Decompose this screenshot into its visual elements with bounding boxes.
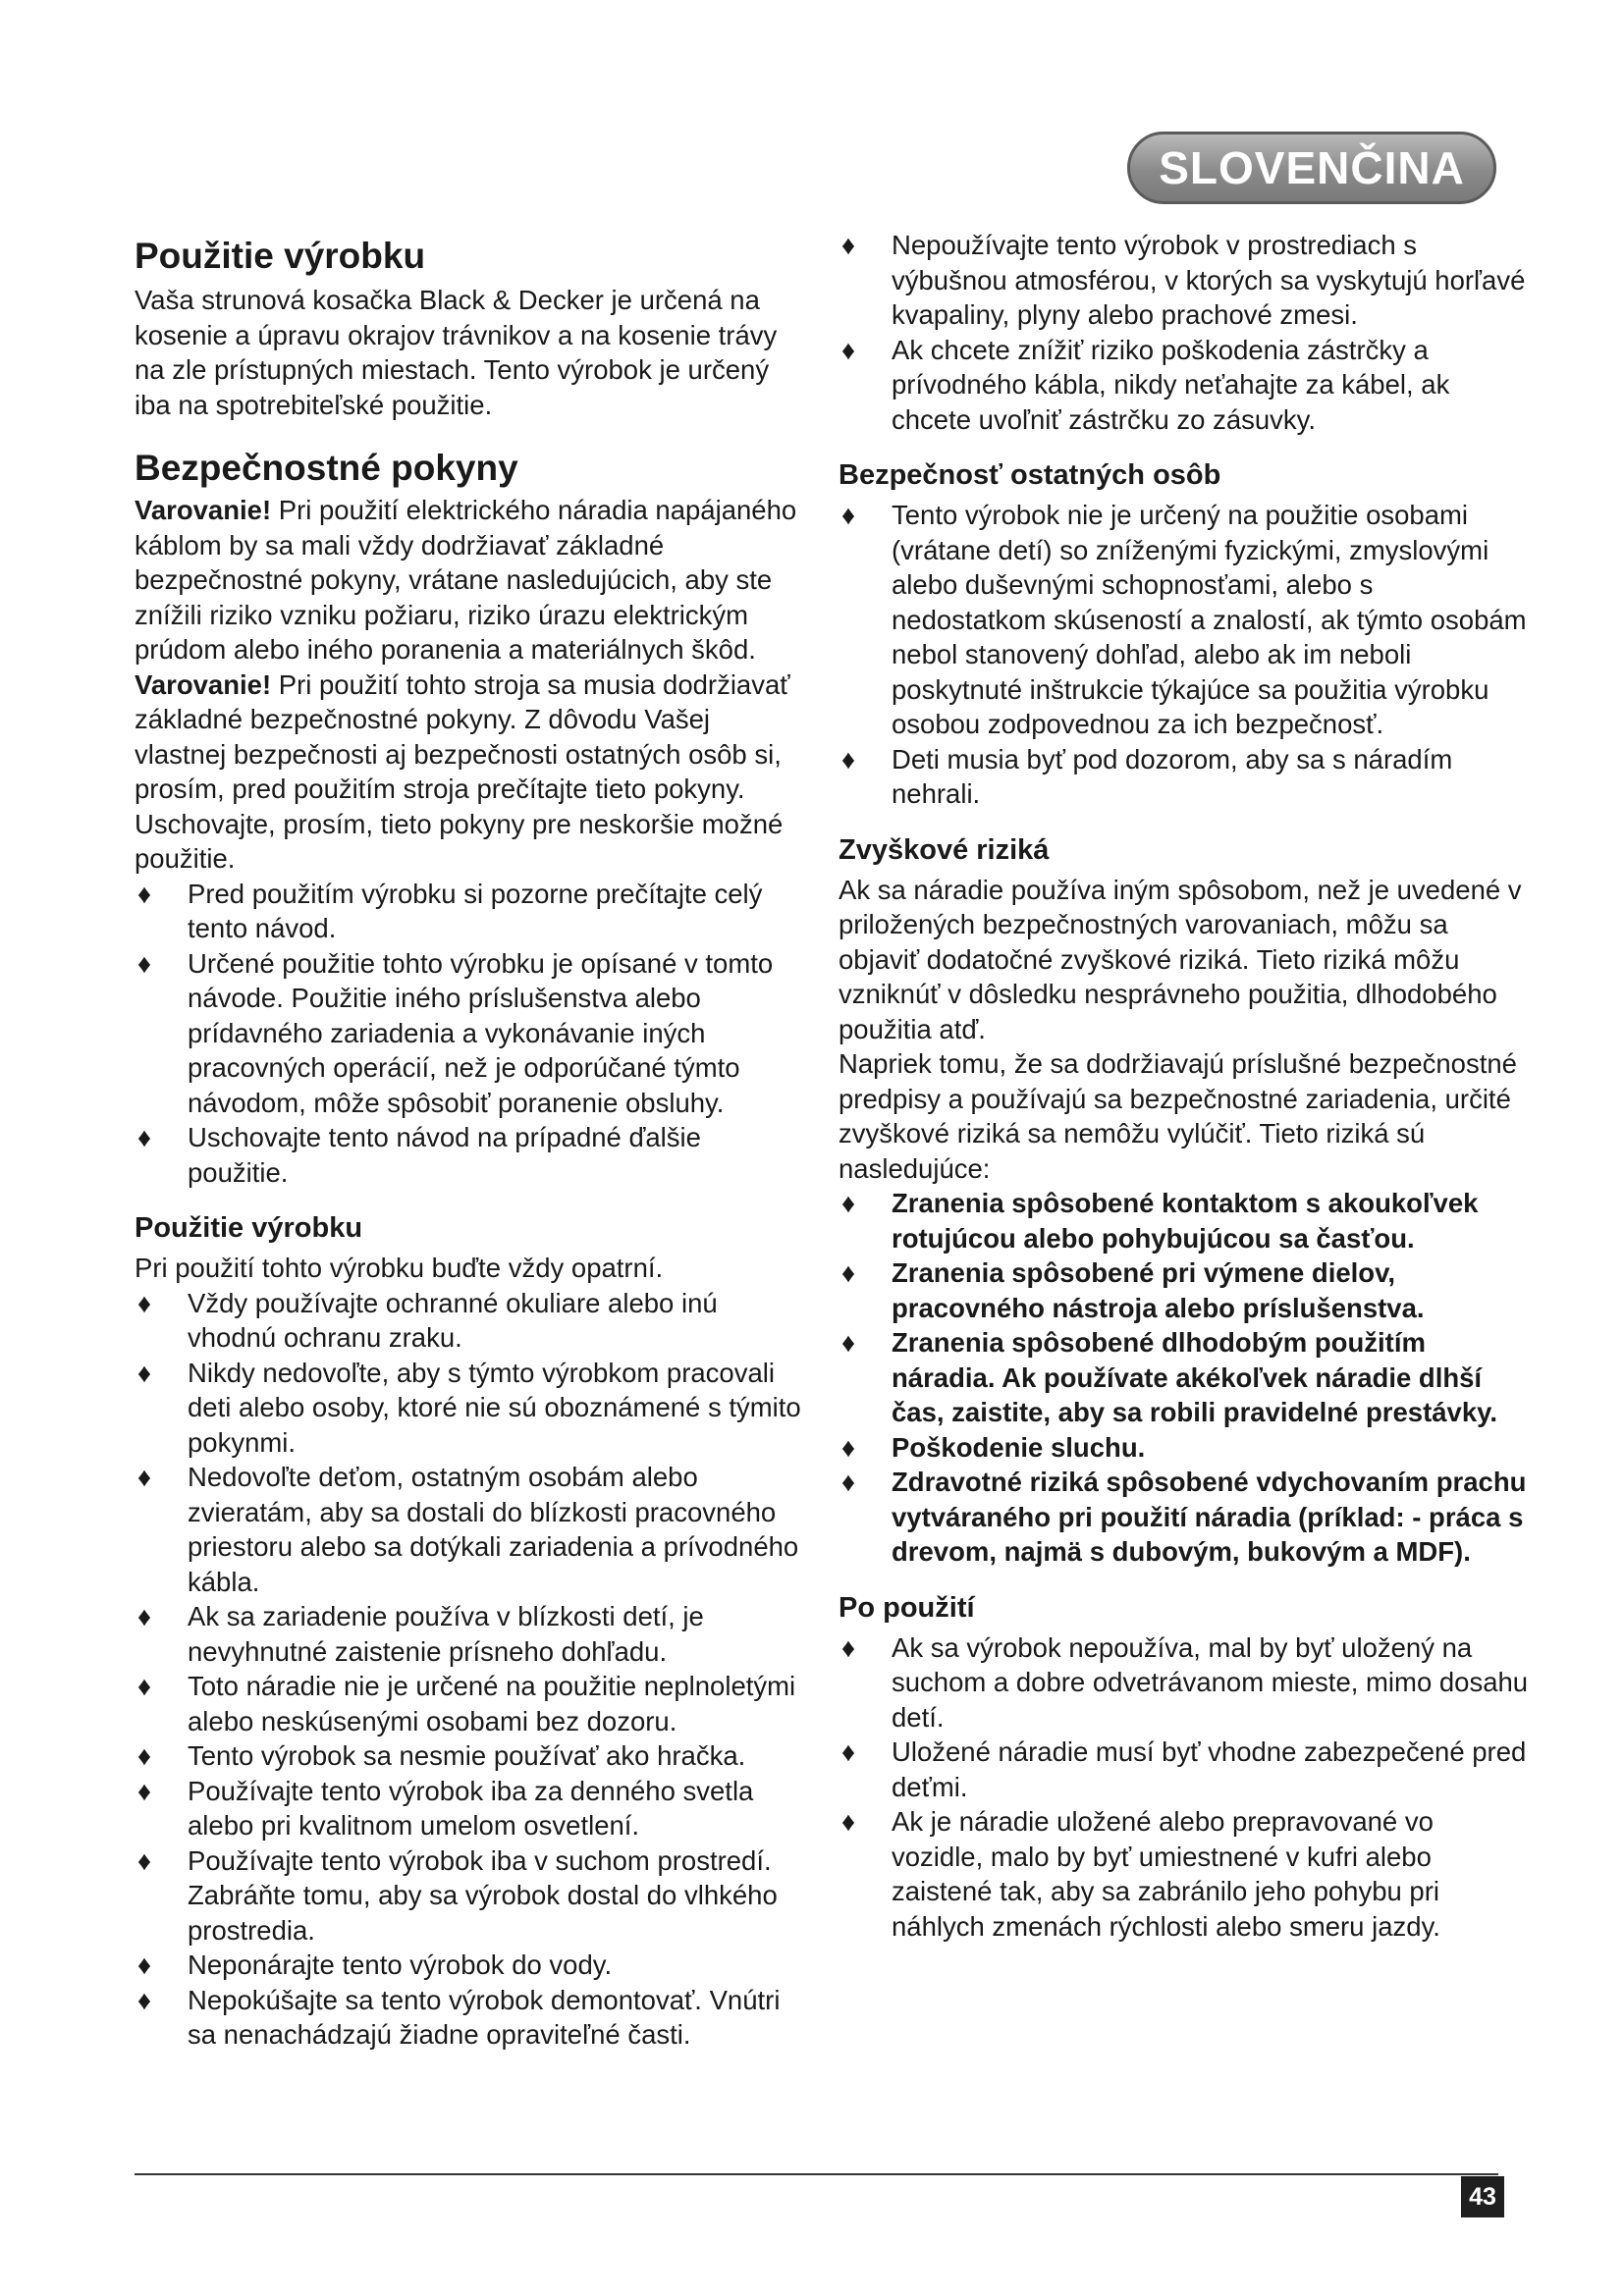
list-item: ♦ Deti musia byť pod dozorom, aby sa s náradím nehrali.: [839, 742, 1532, 812]
warning-label: Varovanie!: [135, 495, 272, 525]
list-item: ♦ Neponárajte tento výrobok do vody.: [135, 1948, 802, 1983]
continued-safety-list: [839, 228, 1532, 437]
after-use-list: [839, 1630, 1532, 1945]
right-column: [839, 228, 1532, 1944]
residual-risks-paragraph-1: Ak sa náradie používa iným spôsobom, než je uvedené v priložených bezpečnostných varovaniach, môžu sa objaviť dodatočné zvyškové riziká. Tieto riziká môžu vzniknúť v dôsledku nesprávneho použitia, dlhodobého použitia atď.: [839, 874, 1522, 1044]
language-label: SLOVENČINA: [1159, 142, 1465, 193]
list-item: ♦ Ak je náradie uložené alebo prepravované vo vozidle, malo by byť umiestnené v kufri alebo zaistené tak, aby sa zabránilo jeho pohybu pri náhlych zmenách rýchlosti alebo smeru jazdy.: [839, 1804, 1532, 1944]
list-item: ♦ Používajte tento výrobok iba za denného svetla alebo pri kvalitnom umelom osvetlení.: [135, 1774, 802, 1843]
warning-paragraph-1: [135, 493, 802, 667]
diamond-bullet-icon: ♦: [136, 1775, 152, 1806]
diamond-bullet-icon: ♦: [136, 1357, 152, 1388]
list-item: ♦ Zdravotné riziká spôsobené vdychovaním prachu vytváraného pri použití náradia (príklad: - práca s drevom, najmä s dubovým, bukovým a MDF).: [839, 1465, 1532, 1570]
diamond-bullet-icon: ♦: [136, 878, 152, 909]
list-item: ♦ Zranenia spôsobené pri výmene dielov, pracovného nástroja alebo príslušenstva.: [839, 1255, 1532, 1325]
list-item: ♦ Zranenia spôsobené dlhodobým použitím náradia. Ak používate akékoľvek náradie dlhší čas, zaistite, aby sa robili pravidelné prestávky.: [839, 1325, 1532, 1430]
safety-list: [135, 877, 802, 1191]
diamond-bullet-icon: ♦: [136, 1462, 152, 1492]
warning-text: Pri použití tohto stroja sa musia dodržiavať základné bezpečnostné pokyny. Z dôvodu Vašej vlastnej bezpečnosti aj bezpečnosti ostatných osôb si, prosím, pred použitím stroja prečítajte tieto pokyny. Uschovajte, prosím, tieto pokyny pre neskoršie možné použitie.: [135, 668, 790, 874]
language-badge: [1127, 132, 1496, 204]
diamond-bullet-icon: ♦: [136, 1844, 152, 1876]
heading-safety-of-others: Bezpečnosť ostatných osôb: [839, 459, 1221, 491]
diamond-bullet-icon: ♦: [840, 1806, 856, 1837]
heading-safety-instructions: Bezpečnostné pokyny: [135, 448, 518, 488]
diamond-bullet-icon: ♦: [840, 1327, 856, 1358]
list-item: ♦ Poškodenie sluchu.: [839, 1430, 1532, 1466]
list-item: ♦ Tento výrobok sa nesmie používať ako hračka.: [135, 1738, 802, 1774]
list-item: ♦ Pred použitím výrobku si pozorne prečítajte celý tento návod.: [135, 877, 802, 946]
diamond-bullet-icon: ♦: [840, 1631, 856, 1663]
list-item: ♦ Zranenia spôsobené kontaktom s akoukoľvek rotujúcou alebo pohybujúcou sa časťou.: [839, 1186, 1532, 1255]
warning-paragraph-2: [135, 667, 802, 877]
list-item: ♦ Uschovajte tento návod na prípadné ďalšie použitie.: [135, 1120, 802, 1190]
diamond-bullet-icon: ♦: [840, 1188, 856, 1218]
left-column: [135, 228, 802, 2053]
others-safety-list: [839, 498, 1532, 812]
diamond-bullet-icon: ♦: [136, 1740, 152, 1771]
product-use-text: Vaša strunová kosačka Black & Decker je určená na kosenie a úpravu okrajov trávnikov a na kosenie trávy na zle prístupných miestach. Tento výrobok je určený iba na spotrebiteľské použitie.: [135, 285, 778, 420]
list-item: ♦ Tento výrobok nie je určený na použitie osobami (vrátane detí) so zníženými fyzickými, zmyslovými alebo duševnými schopnosťami, alebo s nedostatkom skúseností a znalostí, ak týmto osobám nebol stanovený dohľad, alebo ak im neboli poskytnuté inštrukcie týkajúce sa použitia výrobku osobou zodpovednou za ich bezpečnosť.: [839, 498, 1532, 742]
diamond-bullet-icon: ♦: [136, 1949, 152, 1980]
page-number: 43: [1461, 2176, 1504, 2217]
list-item: ♦ Uložené náradie musí byť vhodne zabezpečené pred deťmi.: [839, 1735, 1532, 1804]
list-item: ♦ Nedovoľte deťom, ostatným osobám alebo zvieratám, aby sa dostali do blízkosti pracovného priestoru alebo sa dotýkali zariadenia a prívodného kábla.: [135, 1460, 802, 1599]
footer-divider: [135, 2173, 1498, 2175]
list-item: ♦ Vždy používajte ochranné okuliare alebo inú vhodnú ochranu zraku.: [135, 1286, 802, 1356]
product-use-intro: Pri použití tohto výrobku buďte vždy opatrní.: [135, 1253, 664, 1283]
list-item: ♦ Ak sa zariadenie používa v blízkosti detí, je nevyhnutné zaistenie prísneho dohľadu.: [135, 1599, 802, 1669]
diamond-bullet-icon: ♦: [840, 743, 856, 774]
diamond-bullet-icon: ♦: [840, 230, 856, 260]
warning-text: Pri použití elektrického náradia napájaného káblom by sa mali vždy dodržiavať základné bezpečnostné pokyny, vrátane nasledujúcich, aby ste znížili riziko vzniku požiaru, riziko úrazu elektrickým prúdom alebo iného poranenia a materiálnych škôd.: [135, 495, 797, 665]
diamond-bullet-icon: ♦: [136, 1601, 152, 1631]
diamond-bullet-icon: ♦: [840, 1431, 856, 1463]
diamond-bullet-icon: ♦: [136, 1984, 152, 2015]
heading-residual-risks: Zvyškové riziká: [839, 833, 1050, 866]
list-item: ♦ Nepokúšajte sa tento výrobok demontovať. Vnútri sa nenachádzajú žiadne opraviteľné časti.: [135, 1983, 802, 2053]
diamond-bullet-icon: ♦: [840, 334, 856, 365]
diamond-bullet-icon: ♦: [840, 1467, 856, 1497]
list-item: ♦ Nepoužívajte tento výrobok v prostrediach s výbušnou atmosférou, v ktorých sa vyskytujú horľavé kvapaliny, plyny alebo prachové zmesi.: [839, 228, 1532, 333]
diamond-bullet-icon: ♦: [136, 1287, 152, 1318]
residual-risks-list: [839, 1186, 1532, 1570]
residual-risks-paragraph-2: Napriek tomu, že sa dodržiavajú príslušné bezpečnostné predpisy a používajú sa bezpečnostné zariadenia, určité zvyškové riziká sa nemôžu vylúčiť. Tieto riziká sú nasledujúce:: [839, 1048, 1517, 1184]
diamond-bullet-icon: ♦: [840, 1257, 856, 1288]
heading-after-use: Po použití: [839, 1591, 975, 1624]
diamond-bullet-icon: ♦: [136, 947, 152, 979]
heading-product-use: Použitie výrobku: [135, 236, 426, 276]
product-use-list: [135, 1286, 802, 2053]
list-item: ♦ Ak chcete znížiť riziko poškodenia zástrčky a prívodného kábla, nikdy neťahajte za kábel, ak chcete uvoľniť zástrčku zo zásuvky.: [839, 333, 1532, 438]
diamond-bullet-icon: ♦: [136, 1671, 152, 1701]
heading-product-use-2: Použitie výrobku: [135, 1212, 363, 1244]
list-item: ♦ Ak sa výrobok nepoužíva, mal by byť uložený na suchom a dobre odvetrávanom mieste, mimo dosahu detí.: [839, 1630, 1532, 1735]
warning-label: Varovanie!: [135, 668, 272, 700]
list-item: ♦ Toto náradie nie je určené na použitie neplnoletými alebo neskúsenými osobami bez dozoru.: [135, 1669, 802, 1738]
list-item: ♦ Používajte tento výrobok iba v suchom prostredí. Zabráňte tomu, aby sa výrobok dostal do vlhkého prostredia.: [135, 1843, 802, 1949]
list-item: ♦ Nikdy nedovoľte, aby s týmto výrobkom pracovali deti alebo osoby, ktoré nie sú oboznámené s týmito pokynmi.: [135, 1356, 802, 1461]
diamond-bullet-icon: ♦: [136, 1122, 152, 1152]
diamond-bullet-icon: ♦: [840, 1736, 856, 1767]
diamond-bullet-icon: ♦: [840, 500, 856, 530]
list-item: ♦ Určené použitie tohto výrobku je opísané v tomto návode. Použitie iného príslušenstva alebo prídavného zariadenia a vykonávanie iných pracovných operácií, než je odporúčané týmto návodom, môže spôsobiť poranenie obsluhy.: [135, 946, 802, 1121]
